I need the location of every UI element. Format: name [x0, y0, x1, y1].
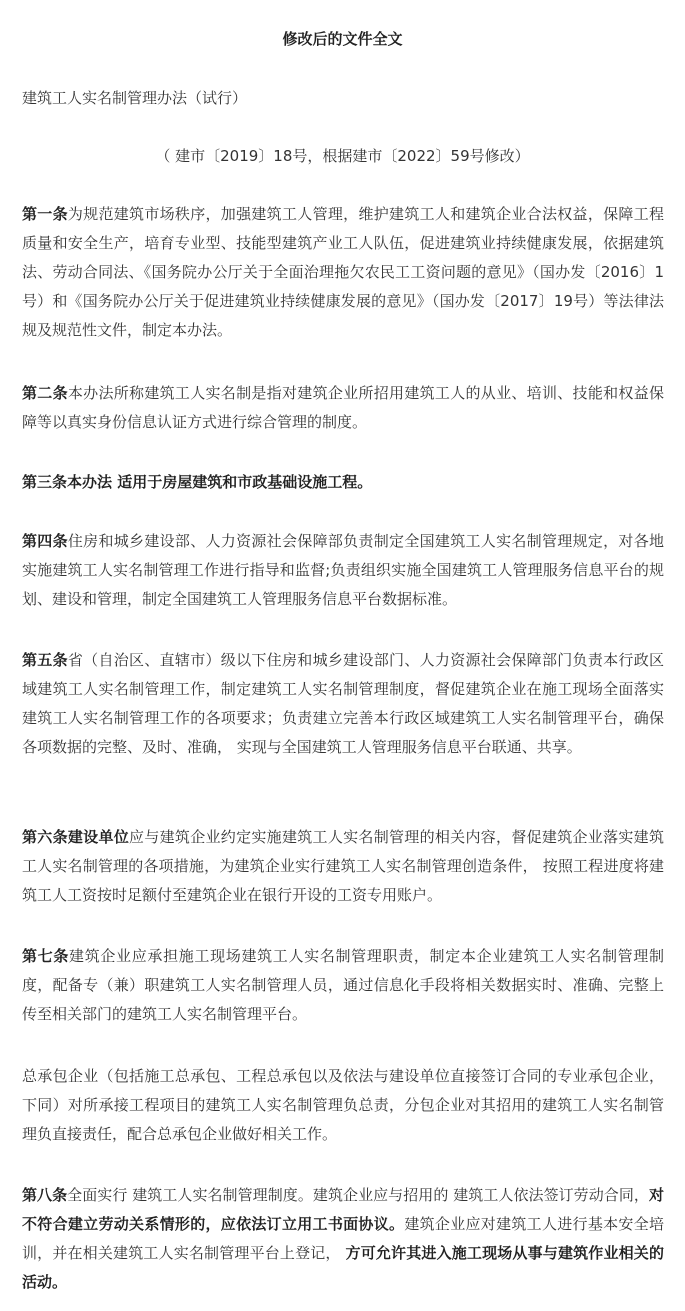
- article-1: [22, 200, 664, 345]
- article-8-body-part-3: 建筑企业应对建筑工人进行基本安全培训，并在相关建筑工人实名制管理平台上登记，: [22, 1215, 664, 1262]
- document-number: （ 建市〔2019〕18号，根据建市〔2022〕59号修改）: [155, 147, 530, 165]
- article-6-heading: 第六条建设单位: [22, 828, 130, 846]
- article-8: [22, 1181, 664, 1297]
- article-3-heading: 第三条本办法 适用于房屋建筑和市政基础设施工程。: [22, 473, 373, 491]
- article-3: [22, 468, 664, 497]
- article-2: [22, 379, 664, 437]
- document-subtitle: 建筑工人实名制管理办法（试行）: [22, 89, 248, 107]
- article-5: [22, 646, 664, 762]
- article-4-body: 住房和城乡建设部、人力资源社会保障部负责制定全国建筑工人实名制管理规定，对各地实施建筑工人实名制管理工作进行指导和监督;负责组织实施全国建筑工人管理服务信息平台的规划、建设和管理，制定全国建筑工人管理服务信息平台数据标准。: [22, 532, 664, 608]
- article-5-body: 省（自治区、直辖市）级以下住房和城乡建设部门、人力资源社会保障部门负责本行政区域建筑工人实名制管理工作，制定建筑工人实名制管理制度，督促建筑企业在施工现场全面落实建筑工人实名制管理工作的各项要求；负责建立完善本行政区域建筑工人实名制管理平台，确保各项数据的完整、及时、准确， 实现与全国建筑工人管理服务信息平台联通、共享。: [22, 651, 664, 756]
- article-7-paragraph-2: [22, 1062, 664, 1149]
- article-1-body: 为规范建筑市场秩序，加强建筑工人管理，维护建筑工人和建筑企业合法权益，保障工程质量和安全生产，培育专业型、技能型建筑产业工人队伍，促进建筑业持续健康发展，依据建筑法、劳动合同法、《国务院办公厅关于全面治理拖欠农民工工资问题的意见》（国办发〔2016〕1号）和《国务院办公厅关于促进建筑业持续健康发展的意见》（国办发〔2017〕19号）等法律法规及规范性文件，制定本办法。: [22, 205, 664, 339]
- article-6-body: 应与建筑企业约定实施建筑工人实名制管理的相关内容，督促建筑企业落实建筑工人实名制管理的各项措施，为建筑企业实行建筑工人实名制管理创造条件， 按照工程进度将建筑工人工资按时足额付至建筑企业在银行开设的工资专用账户。: [22, 828, 664, 904]
- article-7-paragraph-2-body: 总承包企业（包括施工总承包、工程总承包以及依法与建设单位直接签订合同的专业承包企业，下同）对所承接工程项目的建筑工人实名制管理负总责，分包企业对其招用的建筑工人实名制管理负直接责任，配合总承包企业做好相关工作。: [22, 1067, 664, 1143]
- article-4-heading: 第四条: [22, 532, 68, 550]
- page-title: 修改后的文件全文: [282, 30, 403, 48]
- article-2-heading: 第二条: [22, 384, 68, 402]
- article-5-heading: 第五条: [22, 651, 68, 669]
- article-7: [22, 942, 664, 1029]
- article-8-body-part-1: 全面实行 建筑工人实名制管理制度。建筑企业应与招用的 建筑工人依法签订劳动合同，: [67, 1186, 649, 1204]
- article-8-heading: 第八条: [22, 1186, 68, 1204]
- article-4: [22, 527, 664, 614]
- article-7-heading: 第七条: [22, 947, 70, 965]
- article-2-body: 本办法所称建筑工人实名制是指对建筑企业所招用建筑工人的从业、培训、技能和权益保障等以真实身份信息认证方式进行综合管理的制度。: [22, 384, 664, 431]
- article-8-body-part-4: 方可允许其进入施工现场从事与建筑作业相关的活动。: [22, 1244, 664, 1291]
- article-8-body-part-2: 对不符合建立劳动关系情形的，应依法订立用工书面协议。: [22, 1186, 664, 1233]
- article-1-heading: 第一条: [22, 205, 68, 223]
- article-6: [22, 823, 664, 910]
- article-7-body: 建筑企业应承担施工现场建筑工人实名制管理职责，制定本企业建筑工人实名制管理制度，配备专（兼）职建筑工人实名制管理人员，通过信息化手段将相关数据实时、准确、完整上传至相关部门的建筑工人实名制管理平台。: [22, 947, 664, 1023]
